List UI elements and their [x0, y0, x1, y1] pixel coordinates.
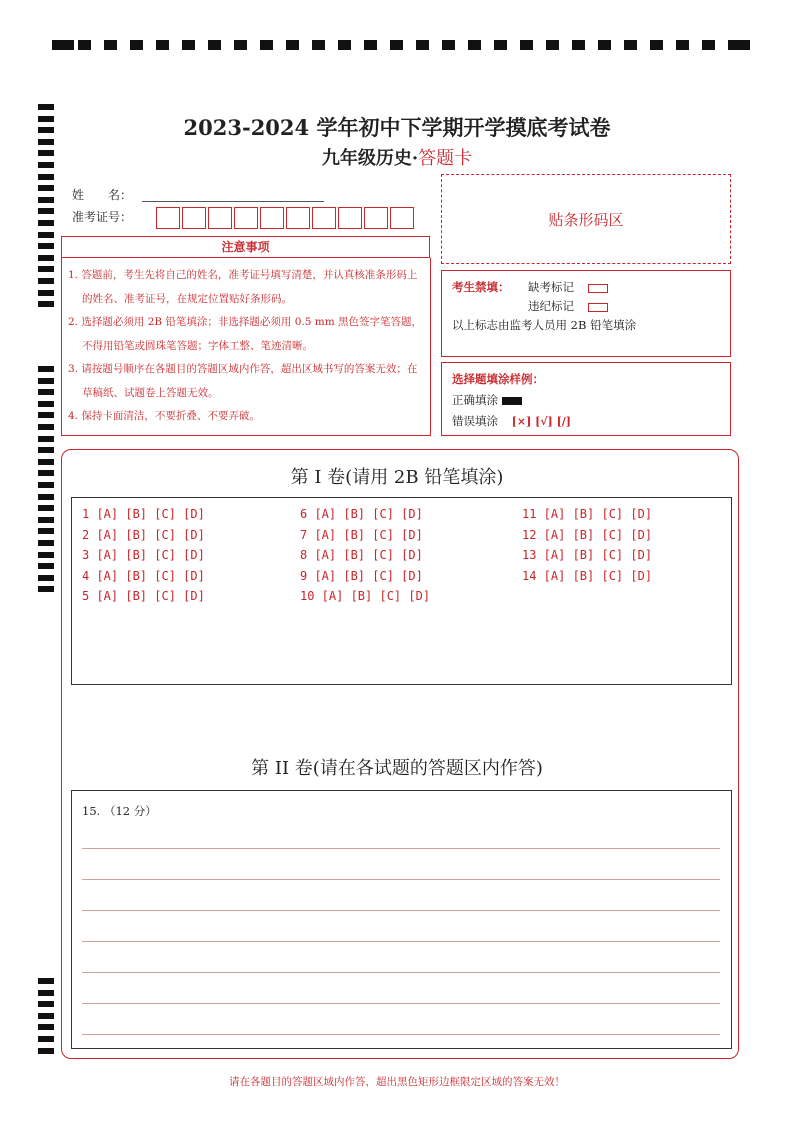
- name-label: 姓 名：: [72, 188, 133, 202]
- violation-label: 违纪标记: [528, 299, 574, 313]
- fill-sample-box: [441, 362, 731, 436]
- timing-mark: [38, 290, 54, 296]
- choice-question-1[interactable]: 1 [A] [B] [C] [D]: [82, 507, 205, 521]
- timing-mark: [208, 40, 221, 50]
- timing-mark: [38, 243, 54, 249]
- section2-title: 第 II 卷(请在各试题的答题区内作答): [251, 758, 543, 779]
- name-field[interactable]: [142, 201, 324, 202]
- choice-question-4[interactable]: 4 [A] [B] [C] [D]: [82, 568, 205, 583]
- timing-mark: [546, 40, 559, 50]
- sample-label: 选择题填涂样例：: [452, 372, 544, 386]
- choice-question-7[interactable]: 7 [A] [B] [C] [D]: [300, 527, 423, 542]
- timing-mark: [676, 40, 689, 50]
- timing-mark: [650, 40, 663, 50]
- subtitle-subject: 九年级历史·: [321, 148, 419, 169]
- choice-question-11[interactable]: 11 [A] [B] [C] [D]: [522, 507, 653, 521]
- timing-mark: [38, 208, 54, 214]
- id-digit-box[interactable]: [312, 207, 336, 229]
- timing-mark: [182, 40, 195, 50]
- timing-mark: [38, 278, 54, 284]
- timing-mark: [38, 174, 54, 180]
- timing-mark: [234, 40, 247, 50]
- choice-question-13[interactable]: 13 [A] [B] [C] [D]: [522, 548, 653, 562]
- choice-question-14[interactable]: 14 [A] [B] [C] [D]: [522, 568, 653, 583]
- wrong-sample-marks: [×] [√] [/]: [511, 415, 572, 428]
- timing-mark: [468, 40, 481, 50]
- timing-mark: [38, 528, 54, 534]
- id-digit-box[interactable]: [390, 207, 414, 229]
- timing-mark: [572, 40, 585, 50]
- timing-mark: [520, 40, 533, 50]
- answer-line: [82, 1034, 720, 1035]
- ban-label: 考生禁填：: [452, 280, 510, 294]
- timing-mark: [38, 378, 54, 384]
- timing-mark: [442, 40, 455, 50]
- id-label: 准考证号：: [72, 210, 133, 224]
- timing-mark: [38, 301, 54, 307]
- timing-mark: [38, 978, 54, 984]
- timing-mark: [38, 494, 54, 500]
- subtitle-card: 答题卡: [418, 148, 473, 169]
- wrong-label: 错误填涂: [452, 414, 498, 428]
- answer-line: [82, 941, 720, 942]
- timing-mark: [38, 1024, 54, 1030]
- absent-label: 缺考标记: [528, 280, 574, 294]
- id-digit-box[interactable]: [338, 207, 362, 229]
- timing-mark: [702, 40, 715, 50]
- timing-mark: [38, 1048, 54, 1054]
- id-number-boxes[interactable]: [156, 207, 416, 229]
- notice-item: 2. 选择题必须用 2B 铅笔填涂；非选择题必须用 0.5 mm 黑色签字笔答题，不得用铅笔或圆珠笔答题；字体工整、笔迹清晰。: [68, 316, 423, 352]
- timing-mark: [624, 40, 637, 50]
- multiple-choice-area: [71, 497, 732, 685]
- timing-mark: [598, 40, 611, 50]
- timing-mark: [38, 517, 54, 523]
- timing-mark: [494, 40, 507, 50]
- choice-question-2[interactable]: 2 [A] [B] [C] [D]: [82, 527, 205, 542]
- timing-mark: [286, 40, 299, 50]
- notice-item: 4. 保持卡面清洁，不要折叠、不要弄破。: [68, 410, 260, 422]
- timing-mark: [38, 412, 54, 418]
- correct-sample-row: [452, 392, 522, 408]
- absent-mark-box[interactable]: [588, 284, 608, 293]
- timing-mark: [38, 197, 54, 203]
- timing-mark: [38, 389, 54, 395]
- timing-mark: [38, 586, 54, 592]
- barcode-label: 贴条形码区: [548, 210, 624, 229]
- notice-heading: 注意事项: [61, 236, 430, 258]
- timing-mark: [104, 40, 117, 50]
- choice-question-9[interactable]: 9 [A] [B] [C] [D]: [300, 568, 423, 583]
- timing-mark: [38, 505, 54, 511]
- essay-answer-area[interactable]: [71, 790, 732, 1049]
- timing-mark: [38, 185, 54, 191]
- timing-mark: [156, 40, 169, 50]
- timing-mark: [38, 220, 54, 226]
- choice-question-10[interactable]: 10 [A] [B] [C] [D]: [300, 589, 431, 603]
- timing-mark: [38, 990, 54, 996]
- timing-mark: [38, 232, 54, 238]
- timing-mark: [38, 552, 54, 558]
- id-digit-box[interactable]: [260, 207, 284, 229]
- footer-warning: 请在各题目的答题区域内作答，超出黑色矩形边框限定区域的答案无效！: [229, 1076, 565, 1088]
- timing-mark: [38, 255, 54, 261]
- timing-mark: [38, 1036, 54, 1042]
- answer-line: [82, 972, 720, 973]
- id-digit-box[interactable]: [234, 207, 258, 229]
- timing-mark: [130, 40, 143, 50]
- absent-mark-row: [528, 279, 608, 295]
- choice-question-8[interactable]: 8 [A] [B] [C] [D]: [300, 548, 423, 562]
- question-15-label: 15. （12 分）: [82, 804, 157, 818]
- timing-mark: [312, 40, 325, 50]
- choice-question-12[interactable]: 12 [A] [B] [C] [D]: [522, 527, 653, 542]
- notice-body: [61, 258, 431, 436]
- id-digit-box[interactable]: [208, 207, 232, 229]
- timing-mark: [390, 40, 403, 50]
- id-digit-box[interactable]: [156, 207, 180, 229]
- timing-mark: [38, 436, 54, 442]
- timing-mark: [364, 40, 377, 50]
- violation-mark-row: [528, 298, 608, 314]
- answer-line: [82, 910, 720, 911]
- timing-mark: [38, 1013, 54, 1019]
- id-digit-box[interactable]: [286, 207, 310, 229]
- choice-question-6[interactable]: 6 [A] [B] [C] [D]: [300, 507, 423, 521]
- choice-question-3[interactable]: 3 [A] [B] [C] [D]: [82, 548, 205, 562]
- timing-mark: [52, 40, 74, 50]
- answer-line: [82, 1003, 720, 1004]
- timing-mark: [38, 447, 54, 453]
- barcode-area: [441, 174, 731, 264]
- filled-sample-mark: [502, 397, 522, 405]
- ban-note: 以上标志由监考人员用 2B 铅笔填涂: [452, 318, 637, 332]
- id-digit-box[interactable]: [364, 207, 388, 229]
- timing-mark: [416, 40, 429, 50]
- timing-mark: [38, 366, 54, 372]
- notice-item: 3. 请按题号顺序在各题目的答题区域内作答，超出区域书写的答案无效；在草稿纸、试题卷上答题无效。: [68, 363, 418, 399]
- violation-mark-box[interactable]: [588, 303, 608, 312]
- timing-mark: [38, 424, 54, 430]
- timing-mark: [38, 575, 54, 581]
- timing-mark: [260, 40, 273, 50]
- exam-subtitle: [0, 144, 794, 170]
- answer-line: [82, 879, 720, 880]
- timing-mark: [38, 266, 54, 272]
- examiner-only-box: [441, 270, 731, 357]
- section1-title: 第 I 卷(请用 2B 铅笔填涂): [290, 467, 504, 488]
- timing-mark: [338, 40, 351, 50]
- timing-mark: [38, 1001, 54, 1007]
- top-timing-marks: [52, 38, 750, 52]
- timing-mark: [38, 563, 54, 569]
- answer-line: [82, 848, 720, 849]
- wrong-sample-row: [452, 413, 571, 429]
- exam-title: 2023-2024 学年初中下学期开学摸底考试卷: [183, 115, 611, 140]
- timing-mark: [728, 40, 750, 50]
- choice-question-5[interactable]: 5 [A] [B] [C] [D]: [82, 589, 205, 603]
- timing-mark: [38, 104, 54, 110]
- notice-item: 1. 答题前，考生先将自己的姓名，准考证号填写清楚，并认真核准条形码上的姓名、准考证号，在规定位置贴好条形码。: [68, 269, 418, 305]
- timing-mark: [38, 540, 54, 546]
- correct-label: 正确填涂: [452, 393, 498, 407]
- timing-mark: [78, 40, 91, 50]
- timing-mark: [38, 401, 54, 407]
- id-digit-box[interactable]: [182, 207, 206, 229]
